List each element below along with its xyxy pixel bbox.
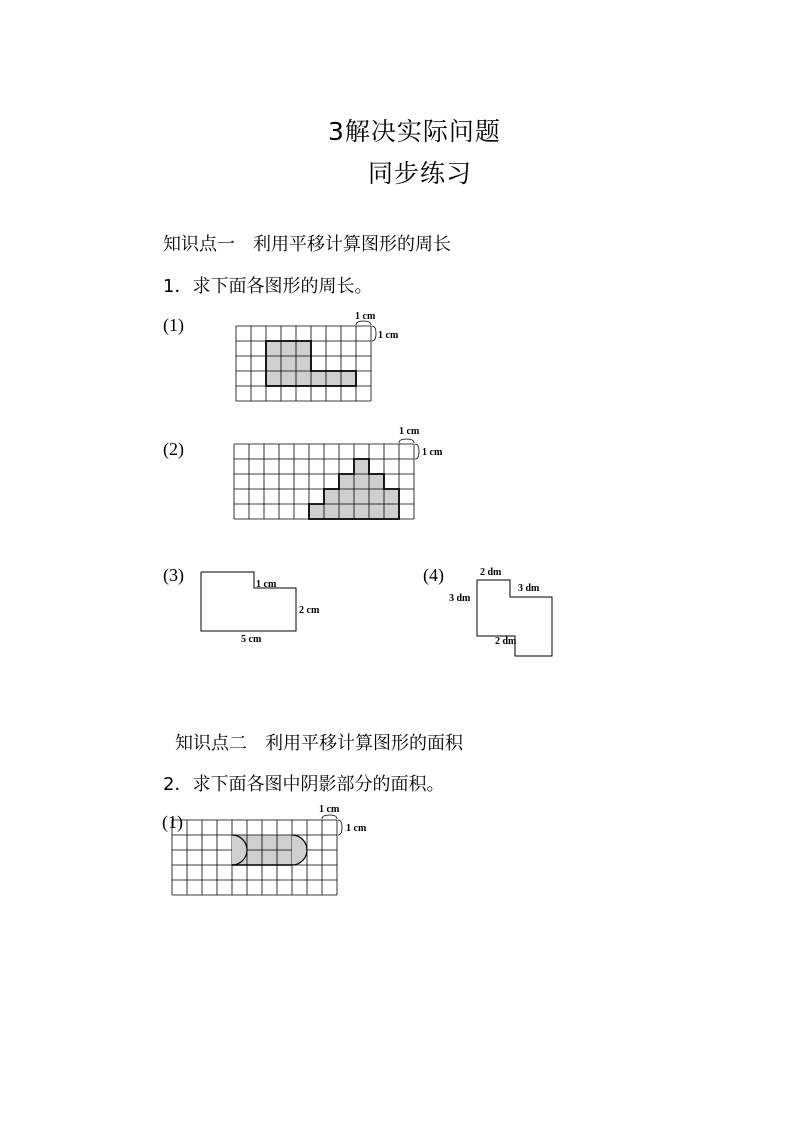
item-1-label: (1) bbox=[163, 315, 184, 335]
shaded-cell bbox=[339, 489, 354, 504]
stair-figure-4 bbox=[440, 560, 570, 665]
shaded-cell bbox=[309, 504, 324, 519]
shaded-cell bbox=[369, 474, 384, 489]
item-4-label: (4) bbox=[423, 565, 444, 585]
shaded-cell bbox=[369, 504, 384, 519]
unit-label-v: 1 cm bbox=[422, 447, 443, 458]
shaded-cell bbox=[277, 850, 292, 865]
shaded-cell bbox=[247, 835, 262, 850]
question-1: 1．求下面各图形的周长。 bbox=[163, 276, 373, 297]
shaded-cell bbox=[266, 341, 281, 356]
shaded-cell bbox=[266, 371, 281, 386]
title-line-1: 3解决实际问题 bbox=[328, 117, 501, 146]
shaded-cell bbox=[262, 835, 277, 850]
shaded-cell bbox=[311, 371, 326, 386]
shaded-cell bbox=[277, 835, 292, 850]
brace-v bbox=[338, 820, 342, 835]
question-2: 2．求下面各图中阴影部分的面积。 bbox=[163, 774, 445, 795]
shaded-cell bbox=[354, 459, 369, 474]
shaded-cell bbox=[341, 371, 356, 386]
bottom-label: 5 cm bbox=[241, 634, 262, 645]
section-2-heading: 知识点二 利用平移计算图形的面积 bbox=[175, 733, 463, 754]
shaded-cell bbox=[296, 371, 311, 386]
title-line-2: 同步练习 bbox=[368, 159, 473, 188]
shaded-cell bbox=[262, 850, 277, 865]
grid-figure-1 bbox=[236, 310, 436, 410]
left-label: 3 dm bbox=[449, 593, 471, 604]
shaded-cell bbox=[247, 850, 262, 865]
brace-v bbox=[415, 444, 419, 459]
section-1-heading: 知识点一 利用平移计算图形的周长 bbox=[163, 234, 451, 255]
unit-label-h: 1 cm bbox=[319, 804, 340, 815]
item-5-label: (1) bbox=[162, 812, 183, 832]
shaded-cell bbox=[296, 356, 311, 371]
unit-label-v: 1 cm bbox=[346, 823, 367, 834]
grid-figure-2 bbox=[234, 424, 474, 524]
shaded-cell bbox=[339, 504, 354, 519]
item-3-label: (3) bbox=[163, 565, 184, 585]
item-2-label: (2) bbox=[163, 439, 184, 459]
shaded-cell bbox=[324, 489, 339, 504]
shaded-cell bbox=[384, 489, 399, 504]
shaded-cell bbox=[296, 341, 311, 356]
brace-h bbox=[322, 815, 337, 819]
brace-h bbox=[399, 439, 414, 443]
step-label: 3 dm bbox=[518, 583, 540, 594]
grid-figure-5 bbox=[172, 800, 382, 900]
shaded-cell bbox=[339, 474, 354, 489]
shaded-cell bbox=[281, 371, 296, 386]
unit-label-v: 1 cm bbox=[378, 330, 399, 341]
shaded-cell bbox=[281, 356, 296, 371]
bottom-label: 2 dm bbox=[495, 636, 517, 647]
top-step-label: 1 cm bbox=[256, 579, 277, 590]
shaded-cell bbox=[354, 504, 369, 519]
brace-v bbox=[372, 326, 376, 341]
shaded-cell bbox=[266, 356, 281, 371]
shaded-cell bbox=[281, 341, 296, 356]
right-cap bbox=[292, 835, 307, 865]
l-shape-outline bbox=[201, 572, 296, 631]
shaded-cell bbox=[354, 489, 369, 504]
unit-label-h: 1 cm bbox=[399, 426, 420, 437]
unit-label-h: 1 cm bbox=[355, 311, 376, 322]
right-side-label: 2 cm bbox=[299, 605, 320, 616]
shaded-cell bbox=[324, 504, 339, 519]
shaded-cell bbox=[369, 489, 384, 504]
shaded-cell bbox=[384, 504, 399, 519]
l-shape-figure-3 bbox=[190, 565, 340, 655]
top-label: 2 dm bbox=[480, 567, 502, 578]
shaded-cell bbox=[326, 371, 341, 386]
shaded-cell bbox=[354, 474, 369, 489]
